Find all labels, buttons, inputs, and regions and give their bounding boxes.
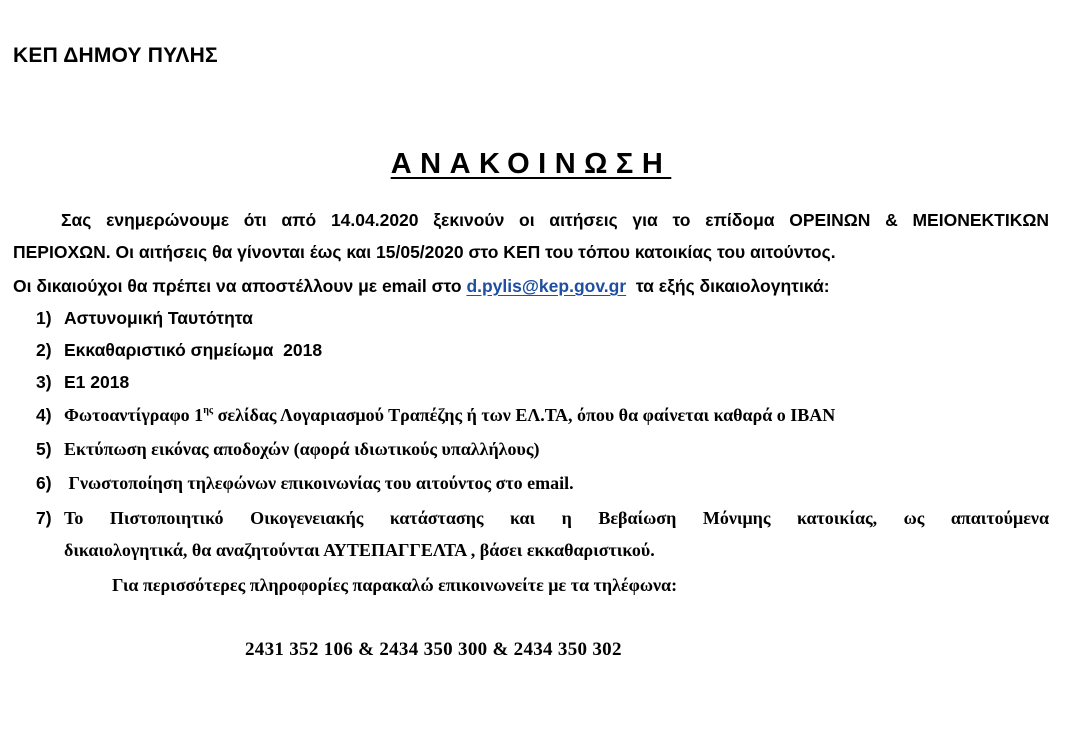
item-number: 6) xyxy=(36,473,52,493)
document-item-3 xyxy=(36,372,1049,392)
item-text-before: Φωτοαντίγραφο 1 xyxy=(64,405,204,425)
document-item-1 xyxy=(36,308,1049,328)
intro-line-3-prefix: Οι δικαιούχοι θα πρέπει να αποστέλλουν με email στο xyxy=(13,276,462,296)
intro-line-2: ΠΕΡΙΟΧΩΝ. Οι αιτήσεις θα γίνονται έως και 15/05/2020 στο ΚΕΠ του τόπου κατοικίας του αιτούντος. xyxy=(13,242,836,262)
item-number: 3) xyxy=(36,372,52,392)
item-number: 4) xyxy=(36,405,52,425)
item-number: 2) xyxy=(36,340,52,360)
intro-line-3-suffix: τα εξής δικαιολογητικά: xyxy=(635,276,830,296)
document-item-7 xyxy=(36,508,1049,528)
document-item-6 xyxy=(36,473,1049,493)
document-item-2 xyxy=(36,340,1049,360)
item-number: 7) xyxy=(36,508,52,528)
item-text: Ε1 2018 xyxy=(64,372,130,392)
announcement-title: ΑΝΑΚΟΙΝΩΣΗ xyxy=(390,148,672,180)
item-text: Το Πιστοποιητικό Οικογενειακής κατάστασης και η Βεβαίωση Μόνιμης κατοικίας, ως απαιτούμενα xyxy=(64,508,1049,528)
contact-info-text: Για περισσότερες πληροφορίες παρακαλώ επικοινωνείτε με τα τηλέφωνα: xyxy=(112,575,678,595)
item-text: Γνωστοποίηση τηλεφώνων επικοινωνίας του αιτούντος στο email. xyxy=(64,473,574,493)
email-link[interactable]: d.pylis@kep.gov.gr xyxy=(466,276,627,296)
intro-line-3 xyxy=(13,276,1049,296)
document-item-7-continuation: δικαιολογητικά, θα αναζητούνται ΑΥΤΕΠΑΓΓΕΛΤΑ , βάσει εκκαθαριστικού. xyxy=(64,540,655,560)
item-text: Εκτύπωση εικόνας αποδοχών (αφορά ιδιωτικούς υπαλλήλους) xyxy=(64,439,540,459)
item-text: Εκκαθαριστικό σημείωμα 2018 xyxy=(64,340,323,360)
item-number: 5) xyxy=(36,439,52,459)
intro-line-1: Σας ενημερώνουμε ότι από 14.04.2020 ξεκινούν οι αιτήσεις για το επίδομα ΟΡΕΙΝΩΝ & ΜΕΙΟΝΕΚΤΙΚΩΝ xyxy=(61,210,1049,230)
contact-phone-numbers: 2431 352 106 & 2434 350 300 & 2434 350 302 xyxy=(245,639,622,660)
item-number: 1) xyxy=(36,308,52,328)
document-item-5 xyxy=(36,439,1049,459)
organization-name: ΚΕΠ ΔΗΜΟΥ ΠΥΛΗΣ xyxy=(13,44,218,67)
item-text: Αστυνομική Ταυτότητα xyxy=(64,308,253,328)
ordinal-superscript: ης xyxy=(203,405,214,416)
item-text-after: σελίδας Λογαριασμού Τραπέζης ή των ΕΛ.ΤΑ, όπου θα φαίνεται καθαρά ο IBAN xyxy=(213,405,836,425)
document-item-4 xyxy=(36,405,1049,425)
